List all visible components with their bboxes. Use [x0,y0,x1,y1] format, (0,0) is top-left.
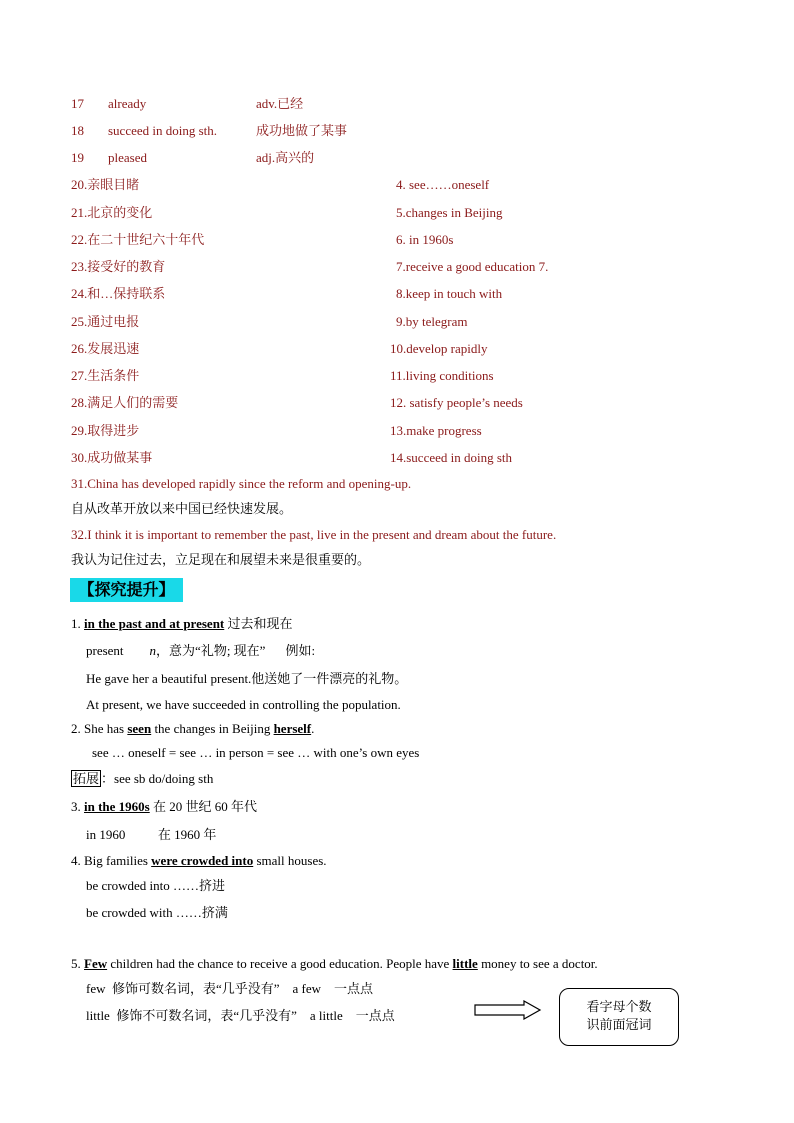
vocab-english: succeed in doing sth. [108,123,218,138]
phrase-english: 6. in 1960s [396,232,454,247]
phrase-english: 5.changes in Beijing [396,205,503,220]
phrase-chinese: 24.和…保持联系 [71,286,166,301]
phrase-chinese: 26.发展迅速 [71,341,140,356]
key-phrase: in the past and at present [84,616,225,631]
point-gloss: 在 20 世纪 60 年代 [149,799,257,814]
phrase-chinese: 29.取得进步 [71,423,140,438]
point-text: the changes in Beijing [151,721,274,736]
phrase-english: 12. satisfy people’s needs [390,395,523,410]
point-3-title [71,799,257,815]
extension-note [71,771,213,787]
point-1-note [86,643,315,659]
example-sentence: He gave her a beautiful present.他送她了一件漂亮的礼物。 [86,671,408,686]
vocab-number: 17 [71,96,84,111]
vocab-english: already [108,96,147,111]
phrase-english: 7.receive a good education 7. [396,259,549,274]
usage-note: few 修饰可数名词，表“几乎没有” a few 一点点 [86,981,374,996]
vocab-english: pleased [108,150,147,165]
right-arrow-icon [474,1000,542,1020]
point-text: 2. She has [71,721,128,736]
note-line: 看字母个数 [586,1000,652,1015]
point-number: 1. [71,616,84,631]
vocab-chinese: 成功地做了某事 [256,123,348,138]
phrase-chinese: 30.成功做某事 [71,450,153,465]
note-box [559,988,679,1046]
phrase-english: 14.succeed in doing sth [390,450,513,465]
key-word: seen [127,721,152,736]
word-meaning: ，意为“礼物; 现在” [156,643,266,658]
point-text: money to see a doctor. [477,956,598,971]
phrase-english: 9.by telegram [396,314,468,329]
extension-text: ：see sb do/doing sth [101,771,214,786]
vocab-number: 18 [71,123,84,138]
part-of-speech: n [149,643,157,658]
point-1-title [71,616,293,632]
usage-note: be crowded into ……挤进 [86,878,226,893]
phrase-chinese: 21.北京的变化 [71,205,153,220]
point-5-title [71,956,598,972]
phrase-english: 13.make progress [390,423,482,438]
point-2-title [71,721,314,737]
sentence-english: 32.I think it is important to remember the past, live in the present and dream about the future. [71,527,557,542]
vocab-chinese: adv.已经 [256,96,304,111]
example-sentence: At present, we have succeeded in controlling the population. [86,697,401,712]
phrase-chinese: 25.通过电报 [71,314,140,329]
point-4-title [71,853,327,869]
phrase-chinese: 22.在二十世纪六十年代 [71,232,205,247]
point-gloss: 过去和现在 [224,616,293,631]
equivalence-note: see … oneself = see … in person = see … with one’s own eyes [92,745,420,760]
phrase-english: 8.keep in touch with [396,286,503,301]
key-phrase: were crowded into [151,853,254,868]
vocab-number: 19 [71,150,84,165]
comparison-note: in 1960 在 1960 年 [86,827,217,842]
point-text: children had the chance to receive a good education. People have [107,956,453,971]
phrase-english: 4. see……oneself [396,177,490,192]
phrase-chinese: 28.满足人们的需要 [71,395,179,410]
note-line: 识前面冠词 [586,1018,652,1033]
point-number: 3. [71,799,84,814]
key-phrase: in the 1960s [84,799,150,814]
section-heading: 【探究提升】 [70,578,183,602]
phrase-english: 11.living conditions [390,368,494,383]
point-text: 4. Big families [71,853,152,868]
point-text: small houses. [253,853,327,868]
phrase-chinese: 27.生活条件 [71,368,140,383]
extension-label: 拓展 [73,771,100,786]
vocab-chinese: adj.高兴的 [256,150,315,165]
key-word: Few [84,956,108,971]
usage-note: little 修饰不可数名词，表“几乎没有” a little 一点点 [86,1008,395,1023]
example-label: 例如: [285,643,316,658]
key-word: little [452,956,478,971]
usage-note: be crowded with ……挤满 [86,905,228,920]
point-number: 5. [71,956,84,971]
phrase-english: 10.develop rapidly [390,341,488,356]
phrase-chinese: 20.亲眼目睹 [71,177,140,192]
phrase-chinese: 23.接受好的教育 [71,259,166,274]
word: present [86,643,124,658]
key-word: herself [273,721,312,736]
sentence-chinese: 我认为记住过去，立足现在和展望未来是很重要的。 [71,552,371,567]
sentence-chinese: 自从改革开放以来中国已经快速发展。 [71,501,293,516]
sentence-english: 31.China has developed rapidly since the reform and opening-up. [71,476,412,491]
point-text: . [311,721,315,736]
